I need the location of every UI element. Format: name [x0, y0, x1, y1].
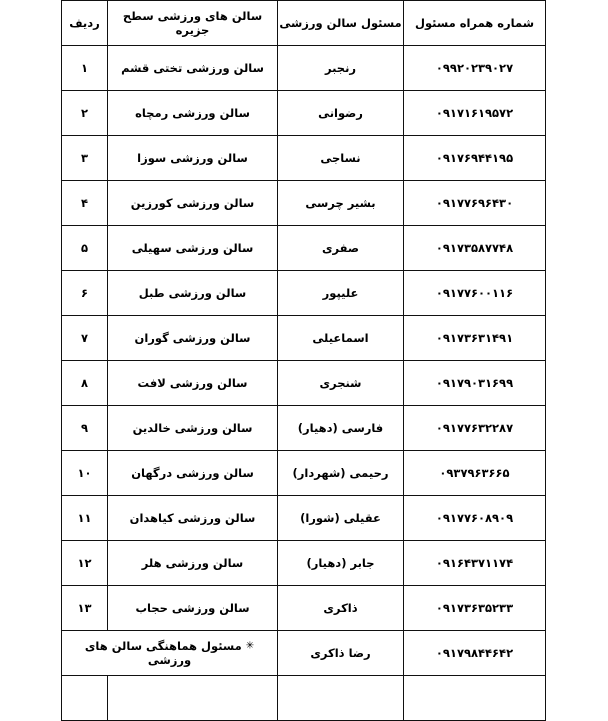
table-row: [62, 586, 546, 631]
cell-phone: ۰۹۱۷۷۶۰۸۹۰۹: [404, 496, 546, 541]
header-row-no: ردیف: [62, 1, 108, 46]
cell-manager: نساجی: [278, 136, 404, 181]
cell-manager: شنجری: [278, 361, 404, 406]
table-row: [62, 316, 546, 361]
cell-row-no: ۸: [62, 361, 108, 406]
header-phone: شماره همراه مسئول: [404, 1, 546, 46]
cell-hall: سالن ورزشی گوران: [108, 316, 278, 361]
cell-phone: ۰۹۱۷۳۵۸۷۷۴۸: [404, 226, 546, 271]
cell-hall: سالن ورزشی حجاب: [108, 586, 278, 631]
table-blank-row: [62, 676, 546, 721]
table-row: [62, 541, 546, 586]
cell-manager: رنجبر: [278, 46, 404, 91]
cell-row-no: ۱۰: [62, 451, 108, 496]
cell-manager: علیپور: [278, 271, 404, 316]
cell-phone: ۰۹۳۷۹۶۳۶۶۵: [404, 451, 546, 496]
cell-phone: ۰۹۱۷۱۶۱۹۵۷۲: [404, 91, 546, 136]
table-row: [62, 91, 546, 136]
asterisk-icon: ✳: [245, 639, 255, 651]
table-row: [62, 496, 546, 541]
cell-hall: سالن ورزشی سوزا: [108, 136, 278, 181]
cell-phone: ۰۹۱۷۷۶۹۶۴۳۰: [404, 181, 546, 226]
cell-hall: سالن ورزشی خالدین: [108, 406, 278, 451]
table-row: [62, 226, 546, 271]
cell-phone: ۰۹۹۲۰۲۳۹۰۲۷: [404, 46, 546, 91]
blank-cell-hall: [108, 676, 278, 721]
cell-hall: سالن ورزشی رمچاه: [108, 91, 278, 136]
cell-row-no: ۴: [62, 181, 108, 226]
header-manager: مسئول سالن ورزشی: [278, 1, 404, 46]
cell-row-no: ۵: [62, 226, 108, 271]
cell-row-no: ۱۲: [62, 541, 108, 586]
cell-hall: سالن ورزشی کیاهدان: [108, 496, 278, 541]
table-row: [62, 451, 546, 496]
table-header: [62, 1, 546, 46]
cell-manager: صفری: [278, 226, 404, 271]
cell-phone: ۰۹۱۷۷۶۰۰۱۱۶: [404, 271, 546, 316]
cell-coordinator-name: رضا ذاکری: [278, 631, 404, 676]
cell-row-no: ۱۱: [62, 496, 108, 541]
cell-hall: سالن ورزشی کورزین: [108, 181, 278, 226]
cell-phone: ۰۹۱۷۶۹۴۴۱۹۵: [404, 136, 546, 181]
cell-coordinator-label: [62, 631, 278, 676]
table-row: [62, 46, 546, 91]
cell-manager: فارسی (دهیار): [278, 406, 404, 451]
cell-phone: ۰۹۱۷۷۶۳۲۲۸۷: [404, 406, 546, 451]
cell-hall: سالن ورزشی هلر: [108, 541, 278, 586]
table-body: [62, 46, 546, 721]
cell-manager: رضوانی: [278, 91, 404, 136]
cell-row-no: ۳: [62, 136, 108, 181]
cell-hall: سالن ورزشی تختی قشم: [108, 46, 278, 91]
table-row: [62, 406, 546, 451]
cell-row-no: ۱: [62, 46, 108, 91]
cell-row-no: ۱۳: [62, 586, 108, 631]
cell-hall: سالن ورزشی طبل: [108, 271, 278, 316]
cell-hall: سالن ورزشی درگهان: [108, 451, 278, 496]
blank-cell-phone: [404, 676, 546, 721]
cell-row-no: ۲: [62, 91, 108, 136]
cell-hall: سالن ورزشی لافت: [108, 361, 278, 406]
header-hall: سالن های ورزشی سطح جزیره: [108, 1, 278, 46]
sports-halls-table: [61, 0, 546, 721]
cell-manager: رحیمی (شهردار): [278, 451, 404, 496]
cell-row-no: ۹: [62, 406, 108, 451]
table-footer-row: [62, 631, 546, 676]
cell-manager: جابر (دهیار): [278, 541, 404, 586]
cell-manager: ذاکری: [278, 586, 404, 631]
table-container: [62, 0, 546, 721]
cell-hall: سالن ورزشی سهیلی: [108, 226, 278, 271]
cell-phone: ۰۹۱۷۳۶۳۱۴۹۱: [404, 316, 546, 361]
table-row: [62, 136, 546, 181]
cell-phone: ۰۹۱۷۳۶۳۵۲۳۳: [404, 586, 546, 631]
table-row: [62, 181, 546, 226]
cell-phone: ۰۹۱۷۹۰۳۱۶۹۹: [404, 361, 546, 406]
cell-row-no: ۷: [62, 316, 108, 361]
blank-cell-manager: [278, 676, 404, 721]
cell-manager: اسماعیلی: [278, 316, 404, 361]
cell-phone: ۰۹۱۶۴۳۷۱۱۷۴: [404, 541, 546, 586]
table-row: [62, 271, 546, 316]
coordinator-label-text: مسئول هماهنگی سالن های ورزشی: [84, 638, 242, 667]
cell-manager: عقیلی (شورا): [278, 496, 404, 541]
table-header-row: [62, 1, 546, 46]
blank-cell-row-no: [62, 676, 108, 721]
cell-manager: بشیر چرسی: [278, 181, 404, 226]
table-row: [62, 361, 546, 406]
cell-row-no: ۶: [62, 271, 108, 316]
cell-coordinator-phone: ۰۹۱۷۹۸۴۴۶۴۲: [404, 631, 546, 676]
